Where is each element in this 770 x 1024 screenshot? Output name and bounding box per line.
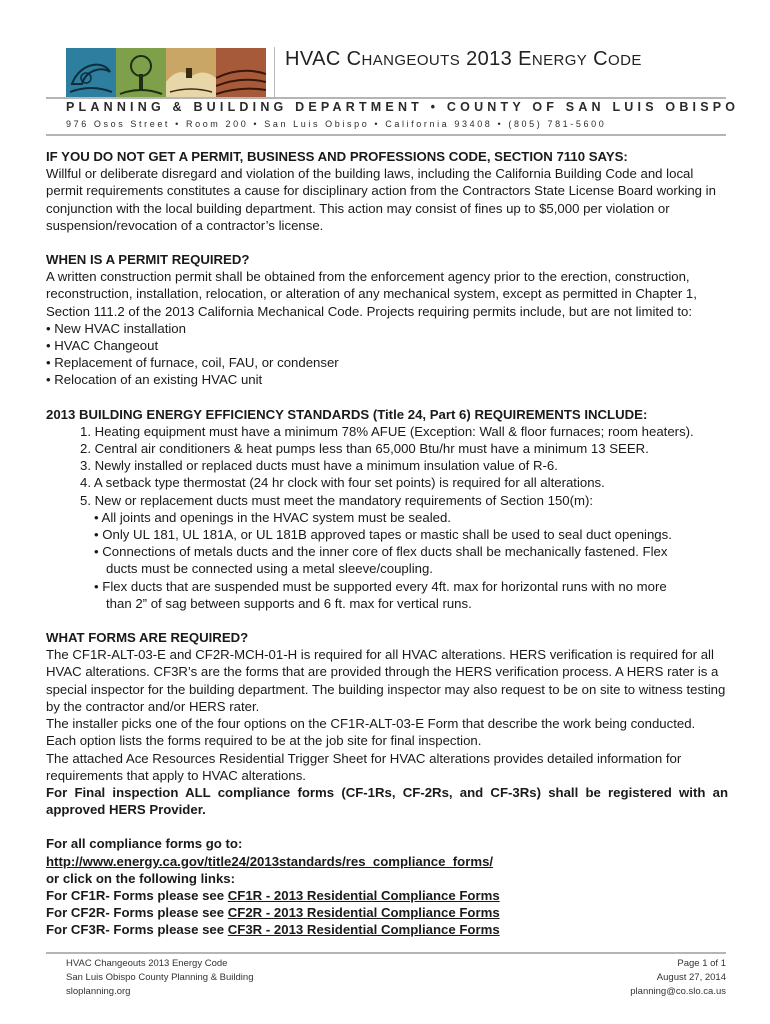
standards-sub-item-cont: ducts must be connected using a metal sleeve/coupling. — [106, 561, 433, 577]
standards-heading: 2013 BUILDING ENERGY EFFICIENCY STANDARDS (Title 24, Part 6) REQUIREMENTS INCLUDE: — [46, 406, 648, 422]
department-name: PLANNING & BUILDING DEPARTMENT • COUNTY OF SAN LUIS OBISPO — [66, 100, 740, 114]
department-address: 976 Osos Street • Room 200 • San Luis Obispo • California 93408 • (805) 781-5600 — [66, 119, 607, 129]
logo-tile-field — [216, 48, 266, 98]
footer-doc-title: HVAC Changeouts 2013 Energy Code — [66, 958, 228, 969]
standards-sub-item-cont: than 2” of sag between supports and 6 ft. max for vertical runs. — [106, 595, 472, 611]
standards-item: 1. Heating equipment must have a minimum 78% AFUE (Exception: Wall & floor furnaces; room heaters). — [80, 423, 694, 439]
standards-item: 3. Newly installed or replaced ducts must have a minimum insulation value of R-6. — [80, 458, 558, 474]
when-item: • New HVAC installation — [46, 320, 186, 336]
cf3r-line: For CF3R- Forms please see CF3R - 2013 Residential Compliance Forms — [46, 922, 500, 938]
logo-tile-hills — [166, 48, 216, 98]
forms-paragraph: The installer picks one of the four options on the CF1R-ALT-03-E Form that describe the work being conducted. Each option lists the forms required to be at the job site for final inspection. — [46, 716, 696, 749]
cf3r-link[interactable]: CF3R - 2013 Residential Compliance Forms — [227, 922, 500, 938]
footer-email: planning@co.slo.ca.us — [630, 986, 726, 997]
standards-item: 2. Central air conditioners & heat pumps less than 65,000 Btu/hr must have a minimum 13 SEER. — [80, 441, 649, 457]
logo-tile-tree — [116, 48, 166, 98]
standards-item: 5. New or replacement ducts must meet the mandatory requirements of Section 150(m): — [80, 492, 594, 508]
document-body — [46, 148, 728, 939]
footer-website: sloplanning.org — [66, 986, 131, 997]
footer-department: San Luis Obispo County Planning & Building — [66, 972, 254, 983]
when-item: • HVAC Changeout — [46, 338, 159, 354]
forms-registration-note: For Final inspection ALL compliance forms (CF-1Rs, CF-2Rs, and CF-3Rs) shall be registered with an approved HERS Provider. — [46, 784, 728, 818]
footer-rule — [46, 952, 726, 954]
forms-heading: WHAT FORMS ARE REQUIRED? — [46, 630, 249, 646]
when-item: • Replacement of furnace, coil, FAU, or condenser — [46, 355, 339, 371]
when-heading: WHEN IS A PERMIT REQUIRED? — [46, 252, 250, 268]
standards-sub-item: • Connections of metals ducts and the inner core of flex ducts shall be mechanically fastened. Flex — [94, 544, 668, 560]
county-logo — [66, 48, 266, 98]
when-item: • Relocation of an existing HVAC unit — [46, 372, 263, 388]
logo-tile-ocean — [66, 48, 116, 98]
cf1r-line: For CF1R- Forms please see CF1R - 2013 Residential Compliance Forms — [46, 887, 500, 903]
footer-page-number: Page 1 of 1 — [677, 958, 726, 969]
standards-sub-item: • Flex ducts that are suspended must be supported every 4ft. max for horizontal runs with no more — [94, 578, 667, 594]
header-rule — [46, 97, 726, 99]
permit-heading: IF YOU DO NOT GET A PERMIT, BUSINESS AND PROFESSIONS CODE, SECTION 7110 SAYS: — [46, 149, 628, 164]
links-or: or click on the following links: — [46, 870, 236, 886]
header-divider — [274, 47, 275, 99]
links-intro: For all compliance forms go to: — [46, 836, 243, 852]
cf2r-link[interactable]: CF2R - 2013 Residential Compliance Forms — [227, 905, 500, 921]
standards-sub-item: • Only UL 181, UL 181A, or UL 181B approved tapes or mastic shall be used to seal duct openings. — [94, 527, 672, 543]
forms-paragraph: The attached Ace Resources Residential Trigger Sheet for HVAC alterations provides detailed information for requirements that apply to HVAC alterations. — [46, 750, 682, 783]
standards-item: 4. A setback type thermostat (24 hr clock with four set points) is required for all alterations. — [80, 475, 605, 491]
permit-text: Willful or deliberate disregard and violation of the building laws, including the California Building Code and local permit requirements constitutes a cause for disciplinary action from the Contractors State License Board working in conjunction with the local building department. This action may consist of fines up to $5,000 per violation or suspension/revocation of a contractor’s license. — [46, 166, 716, 233]
compliance-forms-url[interactable]: http://www.energy.ca.gov/title24/2013standards/res_compliance_forms/ — [46, 853, 494, 869]
forms-paragraph: The CF1R-ALT-03-E and CF2R-MCH-01-H is required for all HVAC alterations. HERS verification is required for all HVAC alterations. CF3R’s are the forms that are provided through the HERS verification process. A HERS rater is a special inspector for the building department. The building inspector may also request to be on site to witness testing by the contractor and/or HERS rater. — [46, 647, 726, 714]
footer-date: August 27, 2014 — [656, 972, 726, 983]
page-title: HVAC CHANGEOUTS 2013 ENERGY CODE — [285, 48, 642, 70]
cf1r-link[interactable]: CF1R - 2013 Residential Compliance Forms — [227, 887, 500, 903]
address-rule — [46, 134, 726, 136]
when-text: A written construction permit shall be obtained from the enforcement agency prior to the erection, construction, reconstruction, installation, relocation, or alteration of any mechanical system, except as permitted in Chapter 1, Section 111.2 of the 2013 California Mechanical Code. Projects requiring permits include, but are not limited to: — [46, 269, 697, 319]
cf2r-line: For CF2R- Forms please see CF2R - 2013 Residential Compliance Forms — [46, 905, 500, 921]
standards-sub-item: • All joints and openings in the HVAC system must be sealed. — [94, 509, 451, 525]
